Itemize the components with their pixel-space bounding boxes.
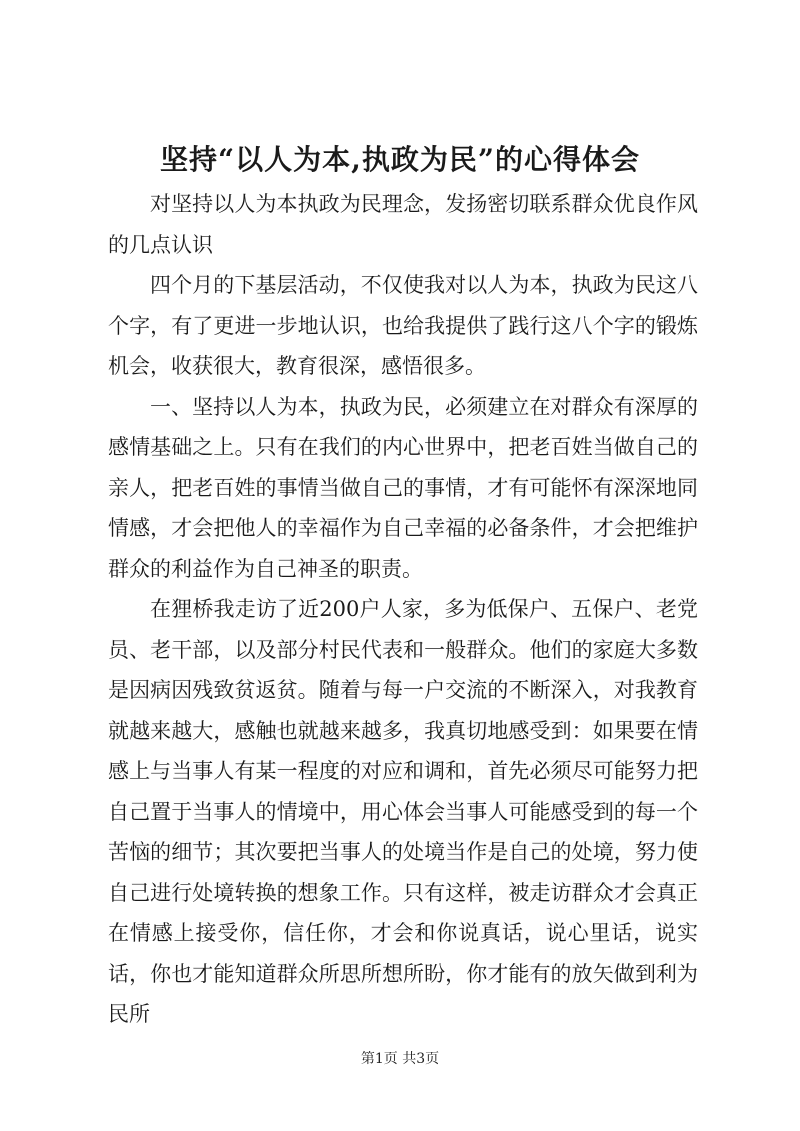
paragraph-2: 四个月的下基层活动，不仅使我对以人为本，执政为民这八个字，有了更进一步地认识，也给我提供了践行这八个字的锻炼机会，收获很大，教育很深，感悟很多。 [108,273,698,378]
document-body [108,184,698,1035]
page-footer: 第1页 共3页 [360,1051,440,1067]
paragraph-1: 对坚持以人为本执政为民理念，发扬密切联系群众优良作风的几点认识 [108,192,698,257]
paragraph-4: 在狸桥我走访了近200户人家，多为低保户、五保户、老党员、老干部，以及部分村民代表和一般群众。他们的家庭大多数是因病因残致贫返贫。随着与每一户交流的不断深入，对我教育就越来越大，感触也就越来越多，我真切地感受到：如果要在情感上与当事人有某一程度的对应和调和，首先必须尽可能努力把自己置于当事人的情境中，用心体会当事人可能感受到的每一个苦恼的细节；其次要把当事人的处境当作是自己的处境，努力使自己进行处境转换的想象工作。只有这样，被走访群众才会真正在情感上接受你，信任你，才会和你说真话，说心里话，说实话，你也才能知道群众所思所想所盼，你才能有的放矢做到利为民所 [108,597,698,1026]
document-title: 坚持“以人为本,执政为民”的心得体会 [160,143,640,176]
paragraph-3: 一、坚持以人为本，执政为民，必须建立在对群众有深厚的感情基础之上。只有在我们的内心世界中，把老百姓当做自己的亲人，把老百姓的事情当做自己的事情，才有可能怀有深深地同情感，才会把他人的幸福作为自己幸福的必备条件，才会把维护群众的利益作为自己神圣的职责。 [108,394,698,581]
